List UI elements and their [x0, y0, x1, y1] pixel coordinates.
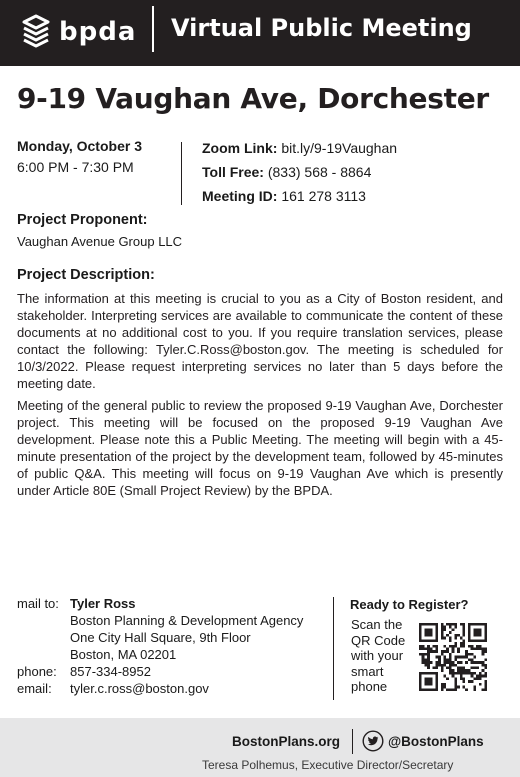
register-instructions — [351, 617, 417, 695]
social-handle[interactable]: @BostonPlans — [388, 734, 484, 749]
contact-block — [17, 595, 332, 697]
meeting-id-row — [202, 186, 512, 206]
bpda-logo — [18, 10, 138, 54]
contact-name: Tyler Ross — [70, 596, 136, 611]
phone-row — [17, 663, 332, 680]
register-line: smart — [351, 663, 384, 679]
register-divider — [333, 597, 334, 700]
meeting-access — [202, 138, 512, 210]
toll-free-label: Toll Free: — [202, 164, 264, 180]
spacer — [17, 646, 70, 663]
page-title: 9-19 Vaughan Ave, Dorchester — [17, 82, 489, 115]
director-credit: Teresa Polhemus, Executive Director/Secretary — [202, 758, 454, 772]
mailto-label: mail to: — [17, 596, 59, 611]
register-line: Scan the — [351, 617, 403, 632]
zoom-link[interactable]: bit.ly/9-19Vaughan — [281, 140, 398, 156]
toll-free-number: (833) 568 - 8864 — [267, 164, 372, 180]
header-banner — [0, 0, 520, 66]
bpda-logo-icon — [18, 14, 52, 50]
register-line: QR Code — [351, 632, 406, 648]
phone-label: phone: — [17, 664, 57, 679]
description-paragraph: The information at this meeting is crucial to you as a City of Boston resident, and stakeholder. Interpreting services are available to communicate the content of these documents at no additional cost to you. If you require translation services, please contact the following: Tyler.C.Ross@boston.gov. The meeting is scheduled for 10/3/2022. Please request interpreting services no later than 5 days before the meeting date. — [17, 291, 503, 391]
twitter-icon[interactable] — [362, 730, 384, 752]
register-title: Ready to Register? — [350, 597, 469, 612]
meeting-date: Monday, October 3 — [17, 138, 142, 154]
description-label: Project Description: — [17, 267, 155, 283]
contact-org: Boston Planning & Development Agency — [70, 613, 304, 628]
contact-address-line1: One City Hall Square, 9th Floor — [70, 630, 251, 645]
proponent-value: Vaughan Avenue Group LLC — [17, 234, 183, 249]
logo-text: bpda — [59, 17, 137, 47]
email-label: email: — [17, 681, 52, 696]
contact-address-line2: Boston, MA 02201 — [70, 647, 177, 662]
spacer — [17, 612, 70, 629]
toll-free-row — [202, 162, 512, 182]
website-link[interactable]: BostonPlans.org — [232, 734, 341, 749]
project-description — [17, 290, 503, 499]
spacer — [17, 629, 70, 646]
description-paragraph: Meeting of the general public to review the proposed 9-19 Vaughan Ave, Dorchester project. This meeting will be focused on the proposed 9-19 Vaughan Ave development. Please note this a Public Meeting. The meeting will begin with a 45-minute presentation of the project by the development team, followed by 45-minutes of public Q&A. This meeting will focus on 9-19 Vaughan Ave which is presently under Article 80E (Small Project Review) by the BPDA. — [17, 398, 503, 498]
meeting-divider — [181, 142, 182, 205]
org-row — [17, 612, 332, 629]
address1-row — [17, 629, 332, 646]
contact-phone[interactable]: 857-334-8952 — [70, 664, 151, 679]
mailto-row — [17, 595, 332, 612]
register-line: phone — [351, 679, 388, 694]
zoom-link-row — [202, 138, 512, 158]
qr-code-icon[interactable] — [419, 623, 487, 691]
meeting-id-value: 161 278 3113 — [281, 188, 366, 204]
meeting-time: 6:00 PM - 7:30 PM — [17, 159, 134, 175]
contact-email[interactable]: tyler.c.ross@boston.gov — [70, 681, 209, 696]
proponent-label: Project Proponent: — [17, 212, 148, 228]
register-line: with your — [351, 648, 404, 663]
email-row — [17, 680, 332, 697]
header-divider — [152, 6, 154, 52]
meeting-id-label: Meeting ID: — [202, 188, 278, 204]
header-title: Virtual Public Meeting — [171, 14, 472, 42]
address2-row — [17, 646, 332, 663]
meeting-datetime — [17, 138, 182, 175]
footer-divider — [352, 729, 353, 754]
zoom-link-label: Zoom Link: — [202, 140, 278, 156]
